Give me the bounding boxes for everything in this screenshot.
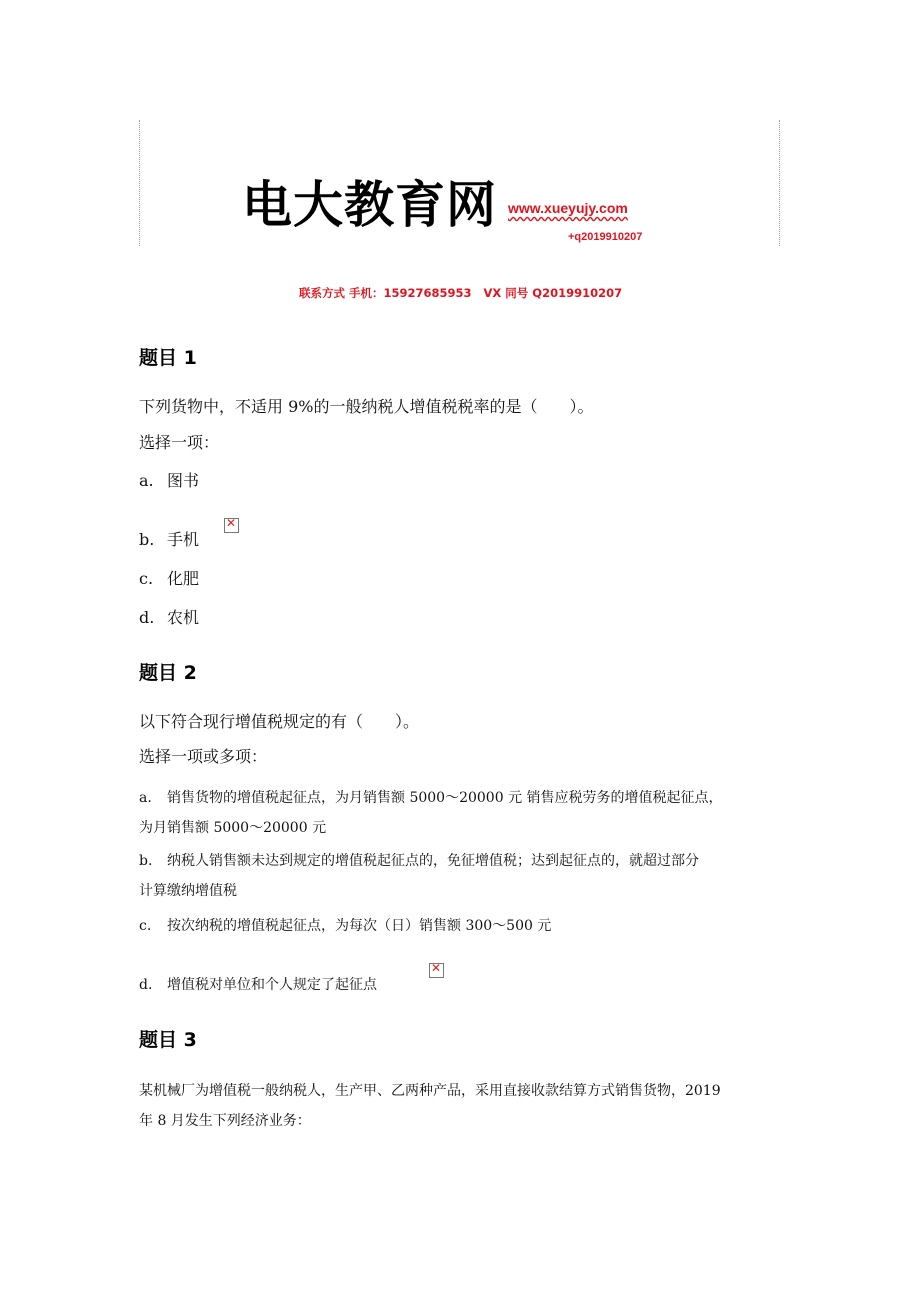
option-text: 农机	[167, 608, 200, 627]
q2-option-c[interactable]	[139, 911, 551, 941]
q2-option-d[interactable]	[139, 970, 377, 1000]
broken-image-icon	[224, 518, 239, 533]
question-2-stem: 以下符合现行增值税规定的有（ ）。	[139, 712, 420, 731]
question-1-stem: 下列货物中，不适用 9%的一般纳税人增值税税率的是（ ）。	[139, 397, 594, 416]
option-letter: a.	[139, 471, 154, 490]
q2-option-a[interactable]	[139, 783, 723, 843]
q1-option-a[interactable]	[139, 470, 199, 492]
option-letter: d.	[139, 608, 155, 627]
stem-line-1: 某机械厂为增值税一般纳税人，生产甲、乙两种产品，采用直接收款结算方式销售货物，2019	[139, 1083, 721, 1099]
option-letter: d.	[139, 977, 153, 993]
option-letter: b.	[139, 530, 155, 549]
question-3-stem	[139, 1076, 721, 1136]
question-1-title: 题目 1	[139, 347, 197, 369]
question-3-title: 题目 3	[139, 1029, 197, 1051]
header-left-rule	[139, 120, 140, 246]
q1-option-c[interactable]	[139, 568, 199, 590]
broken-image-icon	[429, 963, 444, 978]
option-text: 图书	[167, 471, 200, 490]
option-letter: c.	[139, 918, 152, 934]
option-text-continued: 计算缴纳增值税	[139, 883, 237, 899]
option-text-continued: 为月销售额 5000～20000 元	[139, 820, 327, 836]
option-text: 增值税对单位和个人规定了起征点	[167, 977, 377, 993]
question-2-instruction: 选择一项或多项：	[139, 747, 268, 766]
option-text: 手机	[167, 530, 200, 549]
option-letter: c.	[139, 569, 154, 588]
option-text: 按次纳税的增值税起征点，为每次（日）销售额 300～500 元	[167, 918, 552, 934]
option-text: 销售货物的增值税起征点，为月销售额 5000～20000 元 销售应税劳务的增值税起征点，	[167, 790, 723, 806]
question-2-title: 题目 2	[139, 662, 197, 684]
q2-option-b[interactable]	[139, 846, 699, 906]
question-1-instruction: 选择一项：	[139, 433, 220, 452]
option-letter: a.	[139, 790, 152, 806]
option-text: 化肥	[167, 569, 200, 588]
header-right-rule	[779, 120, 780, 246]
site-qq: +q2019910207	[568, 231, 643, 243]
q1-option-b[interactable]	[139, 529, 199, 551]
site-url[interactable]: www.xueyujy.com	[508, 200, 628, 216]
q1-option-d[interactable]	[139, 607, 199, 629]
site-brand: 电大教育网	[242, 176, 497, 234]
contact-line: 联系方式 手机：15927685953 VX 同号 Q2019910207	[299, 286, 623, 300]
stem-line-2: 年 8 月发生下列经济业务：	[139, 1113, 311, 1129]
option-letter: b.	[139, 853, 153, 869]
option-text: 纳税人销售额未达到规定的增值税起征点的，免征增值税；达到起征点的，就超过部分	[167, 853, 699, 869]
